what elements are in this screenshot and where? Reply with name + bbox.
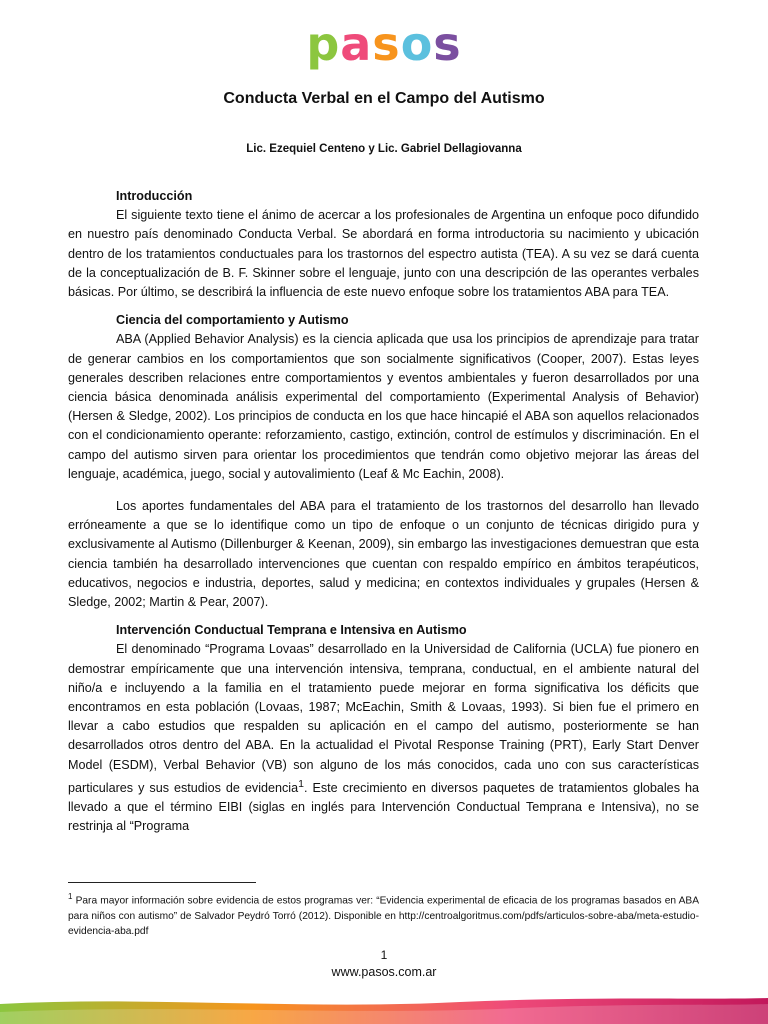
logo-letter: o: [400, 17, 434, 71]
paragraph: Los aportes fundamentales del ABA para el tratamiento de los trastornos del desarrollo han llevado erróneamente a que se lo identifique como un tipo de enfoque o un conjunto de técnicas dirigido pura y exclusivamente al Autismo (Dillenburger & Keenan, 2009), sin embargo las investigaciones demuestran que esta ciencia también ha desarrollado intervenciones que cuentan con respaldo empírico en ámbitos terapéuticos, educativos, negocios e industria, deportes, salud y medicina; en contextos individuales y grupales (Hersen & Sledge, 2002; Martin & Pear, 2007).: [68, 499, 699, 610]
footnote-number: 1: [68, 892, 73, 901]
logo-letter: s: [433, 17, 462, 71]
footnote-reference[interactable]: 1: [298, 777, 304, 790]
paragraph: ABA (Applied Behavior Analysis) es la ciencia aplicada que usa los principios de aprendizaje para tratar de generar cambios en los comportamientos que son socialmente significativos (Cooper, 2007). Estas leyes generales describen relaciones entre comportamientos y eventos ambientales y fueron desarrollados por una ciencia básica denominada análisis experimental del comportamiento (Experimental Analysis of Behavior) (Hersen & Sledge, 2002). Los principios de conducta en los que hace hincapié el ABA son aquellos relacionados con el condicionamiento operante: reforzamiento, castigo, extinción, control de estímulos y discriminación. En el campo del autismo sirven para orientar los procedimientos que tendrán como objetivo mejorar las áreas del lenguaje, académica, juego, social y autovalimiento (Leaf & Mc Eachin, 2008).: [68, 332, 699, 481]
footnote-divider: [68, 882, 256, 883]
paragraph-tail-text: . Este crecimiento en diversos paquetes de tratamientos globales ha llevado a que el término EIBI (siglas en inglés para Intervención Conductual Temprana e Intensiva), no se restrinja al “Programa: [68, 781, 699, 834]
document-authors: Lic. Ezequiel Centeno y Lic. Gabriel Dellagiovanna: [246, 143, 522, 155]
website-link[interactable]: www.pasos.com.ar: [331, 965, 437, 979]
logo-letter: a: [340, 17, 373, 71]
logo-letter: p: [306, 17, 341, 71]
pasos-logo: [0, 18, 768, 70]
page-number: 1: [380, 948, 388, 962]
footnote-text: Para mayor información sobre evidencia de estos programas ver: “Evidencia experimental de eficacia de los programas basados en ABA para niños con autismo” de Salvador Peydró Torró (2012). Disponible en http://centroalgoritmus.com/pdfs/articulos-sobre-aba/meta-estudio-evidencia-aba.pdf: [68, 895, 699, 938]
paragraph: El siguiente texto tiene el ánimo de acercar a los profesionales de Argentina un enfoque poco difundido en nuestro país denominado Conducta Verbal. Se abordará en forma introductoria su nacimiento y ubicación dentro de los tratamientos conductuales para los trastornos del espectro autista (TEA). A su vez se dará cuenta de la conceptualización de B. F. Skinner sobre el lenguaje, junto con una descripción de las operantes verbales básicas. Por último, se describirá la influencia de este nuevo enfoque sobre los tratamientos ABA para TEA.: [68, 208, 699, 300]
document-body: [68, 187, 699, 837]
paragraph: [68, 640, 699, 836]
document-title: Conducta Verbal en el Campo del Autismo: [223, 90, 545, 107]
section-heading-intervencion: Intervención Conductual Temprana e Intensiva en Autismo: [116, 623, 467, 638]
paragraph-main-text: El denominado “Programa Lovaas” desarrollado en la Universidad de California (UCLA) fue pionero en demostrar empíricamente que una intervención intensiva, temprana, conductual, en el ambiente natural del niño/a e incluyendo a la familia en el tratamiento puede mejorar en forma significativa los déficits que encontramos en esta población (Lovaas, 1987; McEachin, Smith & Lovaas, 1993). Si bien fue el primero en llevar a cabo estudios que respalden su aplicación en el campo del autismo, posteriormente se han desarrollados otros dentro del ABA. En la actualidad el Pivotal Response Training (PRT), Early Start Denver Model (ESDM), Verbal Behavior (VB) son alguno de los más conocidos, cada uno con sus características particulares y sus estudios de evidencia: [68, 642, 699, 796]
section-heading-ciencia: Ciencia del comportamiento y Autismo: [116, 313, 349, 328]
section-heading-introduccion: Introducción: [116, 189, 193, 203]
decorative-color-band: [0, 994, 768, 1024]
footnote: [68, 889, 699, 940]
logo-letter: s: [372, 17, 401, 71]
